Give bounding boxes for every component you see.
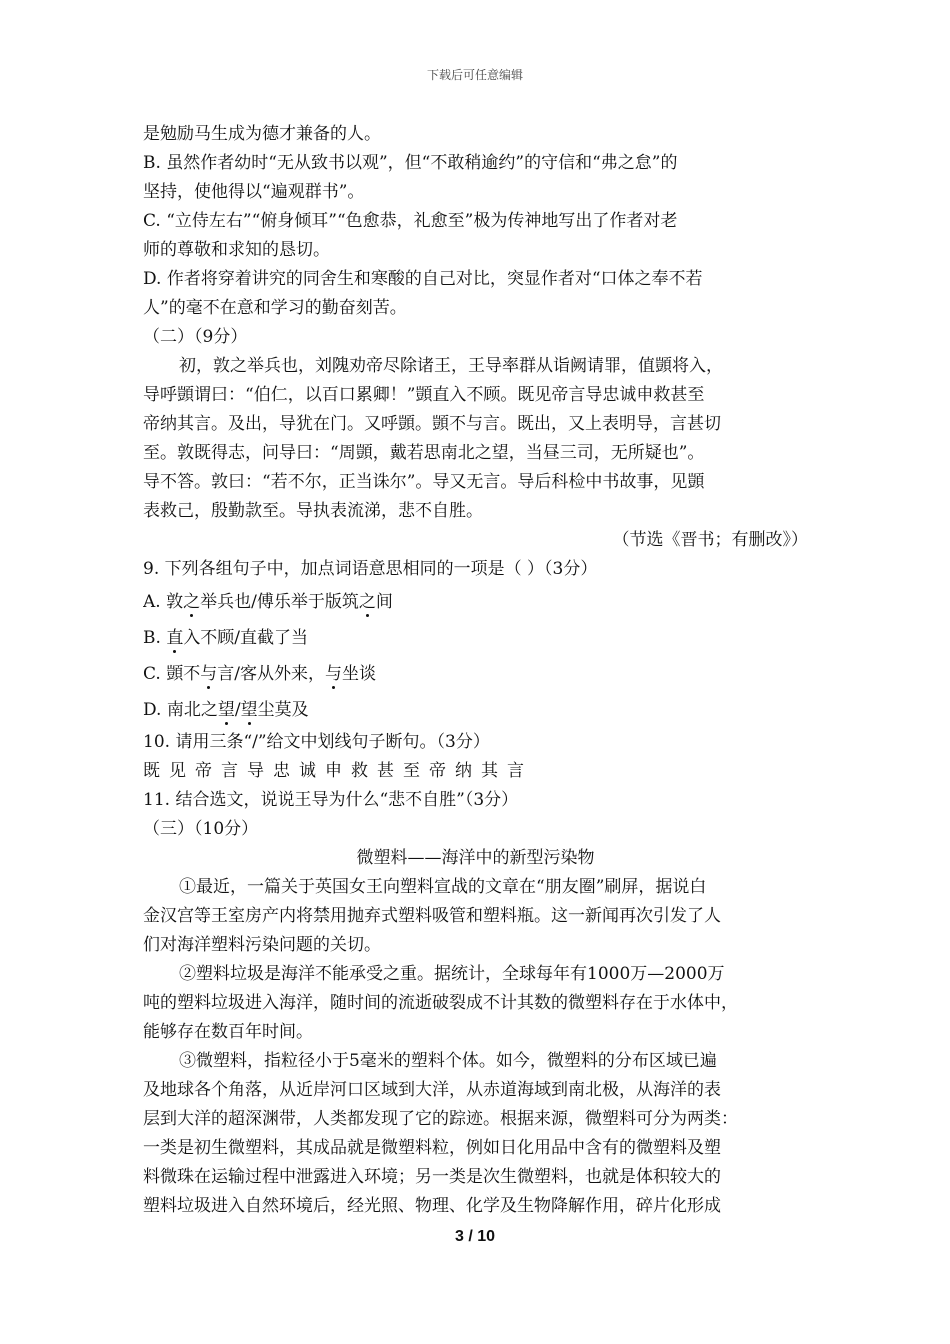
sentence-to-punctuate: 既见帝言导忠诚申救甚至帝纳其言 bbox=[143, 761, 533, 781]
article-title: 微塑料——海洋中的新型污染物 bbox=[356, 848, 595, 868]
paragraph-line: 一类是初生微塑料，其成品就是微塑料粒，例如日化用品中含有的微塑料及塑 bbox=[143, 1138, 721, 1158]
source-citation: （节选《晋书；有删改》） bbox=[612, 530, 808, 550]
dotted-word: 直 bbox=[166, 628, 184, 648]
option-b-line: B. 虽然作者幼时“无从致书以观”，但“不敢稍逾约”的守信和“弗之怠”的 bbox=[143, 153, 678, 173]
page-number: 3 / 10 bbox=[454, 1228, 496, 1245]
passage-line: 表救己，殷勤款至。导执表流涕，悲不自胜。 bbox=[143, 501, 483, 521]
question-9-option-a: A. 敦之举兵也/傅乐举于版筑之间 bbox=[143, 592, 393, 612]
text-line: 人”的毫不在意和学习的勤奋刻苦。 bbox=[143, 298, 407, 318]
dotted-word: 望 bbox=[240, 700, 258, 720]
paragraph-line: 塑料垃圾进入自然环境后，经光照、物理、化学及生物降解作用，碎片化形成 bbox=[143, 1196, 721, 1216]
paragraph-line: 层到大洋的超深渊带，人类都发现了它的踪迹。根据来源，微塑料可分为两类： bbox=[143, 1109, 738, 1129]
dotted-word: 与 bbox=[200, 664, 218, 684]
question-9-option-d: D. 南北之望/望尘莫及 bbox=[143, 700, 309, 720]
passage-line: 导呼顗谓曰：“伯仁，以百口累卿！”顗直入不顾。既见帝言导忠诚申救甚至 bbox=[143, 385, 705, 405]
text-line: 坚持，使他得以“遍观群书”。 bbox=[143, 182, 365, 202]
dotted-word: 与 bbox=[324, 664, 342, 684]
passage-line: 至。敦既得志，问导曰：“周顗，戴若思南北之望，当昼三司，无所疑也”。 bbox=[143, 443, 705, 463]
option-c-line: C. “立侍左右”“俯身倾耳”“色愈恭，礼愈至”极为传神地写出了作者对老 bbox=[143, 211, 678, 231]
page-header: 下载后可任意编辑 bbox=[426, 68, 523, 82]
paragraph-line: 金汉宫等王室房产内将禁用抛弃式塑料吸管和塑料瓶。这一新闻再次引发了人 bbox=[143, 906, 721, 926]
question-9-option-b: B. 直入不顾/直截了当 bbox=[143, 628, 309, 648]
paragraph-line: ②塑料垃圾是海洋不能承受之重。据统计，全球每年有1000万—2000万 bbox=[179, 964, 725, 984]
passage-line: 导不答。敦曰：“若不尔，正当诛尔”。导又无言。导后科检中书故事，见顗 bbox=[143, 472, 705, 492]
question-10: 10. 请用三条“/”给文中划线句子断句。（3分） bbox=[143, 732, 490, 752]
text-line: 是勉励马生成为德才兼备的人。 bbox=[143, 124, 381, 144]
paragraph-line: 能够存在数百年时间。 bbox=[143, 1022, 313, 1042]
paragraph-line: 吨的塑料垃圾进入海洋，随时间的流逝破裂成不计其数的微塑料存在于水体中， bbox=[143, 993, 738, 1013]
paragraph-line: 及地球各个角落，从近岸河口区域到大洋，从赤道海域到南北极，从海洋的表 bbox=[143, 1080, 721, 1100]
document-body bbox=[143, 120, 808, 1221]
dotted-word: 之 bbox=[183, 592, 201, 612]
paragraph-line: ③微塑料，指粒径小于5毫米的塑料个体。如今，微塑料的分布区域已遍 bbox=[179, 1051, 717, 1071]
paragraph-line: ①最近，一篇关于英国女王向塑料宣战的文章在“朋友圈”刷屏，据说白 bbox=[179, 877, 707, 897]
paragraph-line: 料微珠在运输过程中泄露进入环境；另一类是次生微塑料，也就是体积较大的 bbox=[143, 1167, 721, 1187]
dotted-word: 之 bbox=[358, 592, 376, 612]
option-d-line: D. 作者将穿着讲究的同舍生和寒酸的自己对比，突显作者对“口体之奉不若 bbox=[143, 269, 703, 289]
dotted-word: 望 bbox=[217, 700, 235, 720]
section-heading: （二）（9分） bbox=[143, 327, 248, 347]
section-heading: （三）（10分） bbox=[143, 819, 259, 839]
question-11: 11. 结合选文，说说王导为什么“悲不自胜”（3分） bbox=[143, 790, 519, 810]
text-line: 师的尊敬和求知的恳切。 bbox=[143, 240, 330, 260]
passage-line: 初，敦之举兵也，刘隗劝帝尽除诸王，王导率群从诣阙请罪，值顗将入， bbox=[179, 356, 723, 376]
question-9-option-c: C. 顗不与言/客从外来，与坐谈 bbox=[143, 664, 376, 684]
paragraph-line: 们对海洋塑料污染问题的关切。 bbox=[143, 935, 381, 955]
question-9: 9. 下列各组句子中，加点词语意思相同的一项是（ ）（3分） bbox=[143, 559, 598, 579]
passage-line: 帝纳其言。及出，导犹在门。又呼顗。顗不与言。既出，又上表明导，言甚切 bbox=[143, 414, 721, 434]
